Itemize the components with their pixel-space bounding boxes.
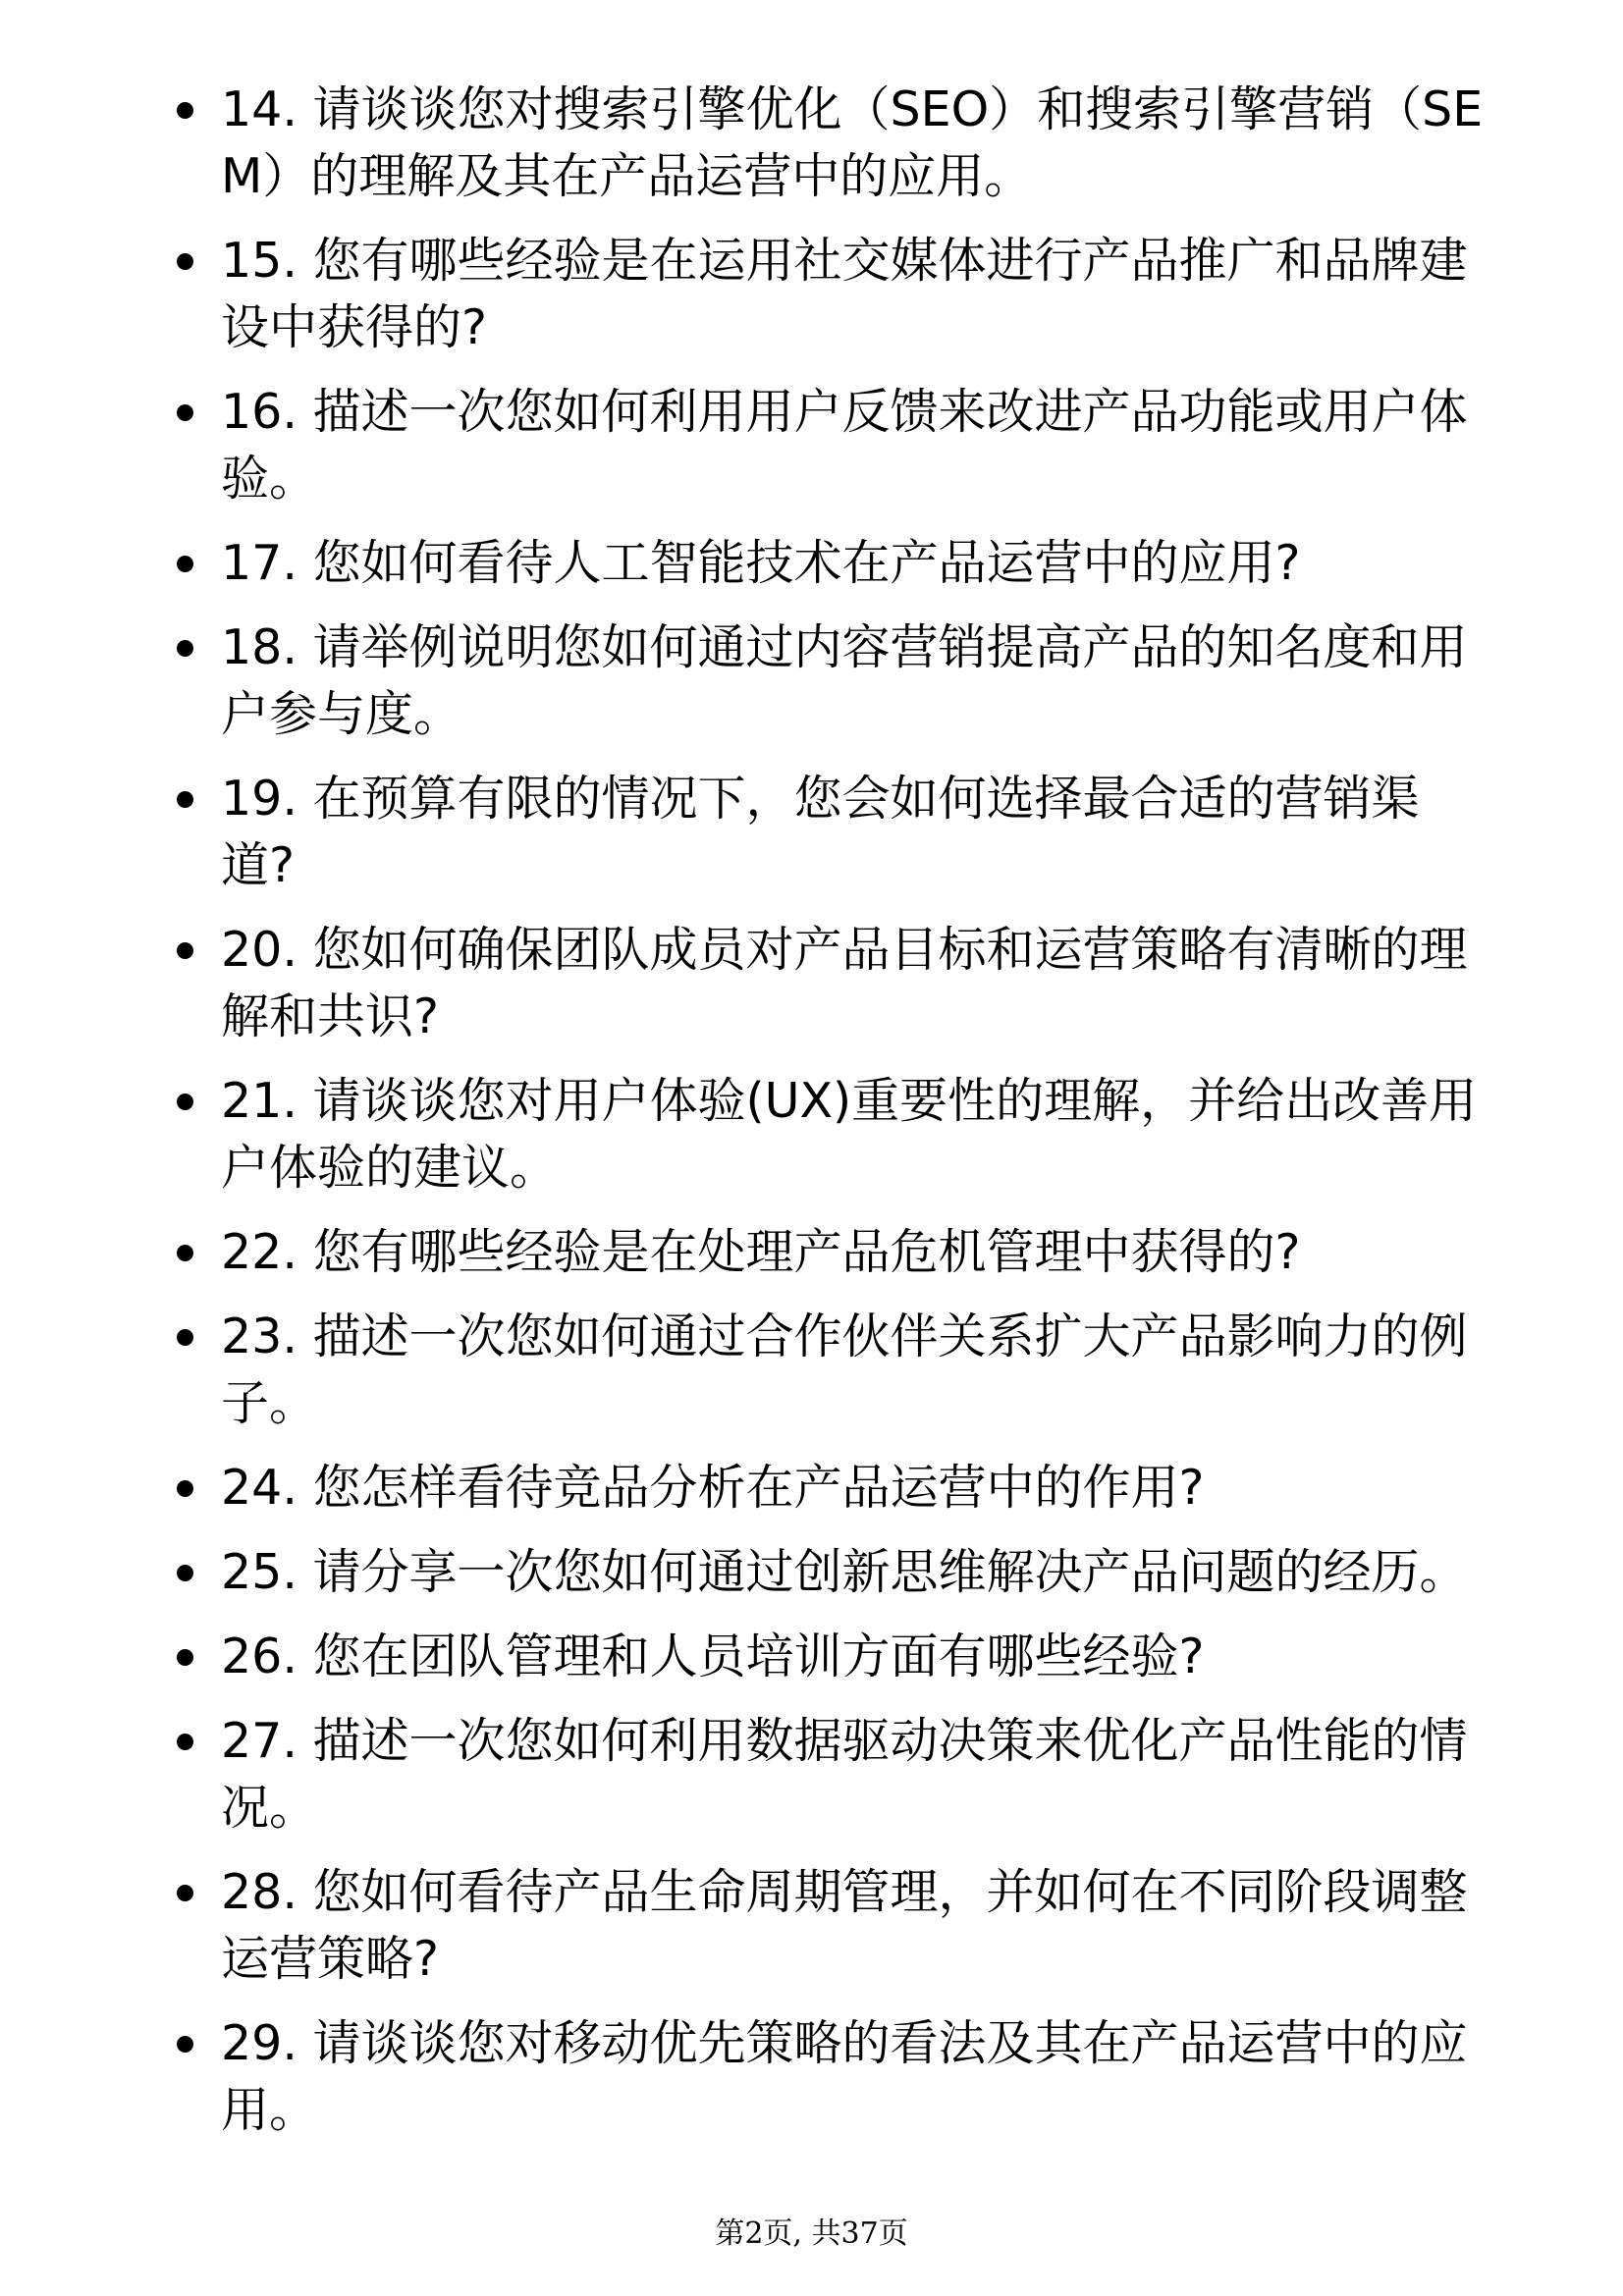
question-item: [221, 766, 1488, 899]
bullet-icon: [177, 253, 193, 270]
question-text: 24. 您怎样看待竞品分析在产品运营中的作用?: [221, 1460, 1205, 1516]
question-item: [221, 228, 1488, 361]
question-text: 25. 请分享一次您如何通过创新思维解决产品问题的经历。: [221, 1544, 1468, 1600]
question-text: 15. 您有哪些经验是在运用社交媒体进行产品推广和品牌建设中获得的?: [221, 233, 1468, 355]
bullet-icon: [177, 1885, 193, 1901]
bullet-icon: [177, 1734, 193, 1750]
question-item: [221, 530, 1488, 597]
bullet-icon: [177, 404, 193, 421]
question-text: 22. 您有哪些经验是在处理产品危机管理中获得的?: [221, 1224, 1301, 1280]
question-item: [221, 1304, 1488, 1437]
question-item: [221, 1068, 1488, 1201]
question-text: 27. 描述一次您如何利用数据驱动决策来优化产品性能的情况。: [221, 1713, 1468, 1836]
question-item: [221, 1455, 1488, 1522]
question-item: [221, 1624, 1488, 1690]
bullet-icon: [177, 102, 193, 119]
bullet-icon: [177, 556, 193, 572]
question-text: 17. 您如何看待人工智能技术在产品运营中的应用?: [221, 535, 1301, 591]
bullet-icon: [177, 1565, 193, 1581]
question-item: [221, 614, 1488, 748]
bullet-icon: [177, 1094, 193, 1110]
question-item: [221, 379, 1488, 512]
question-item: [221, 77, 1488, 210]
bullet-icon: [177, 2036, 193, 2053]
page-number-footer: 第2页, 共37页: [715, 2216, 908, 2251]
question-text: 18. 请举例说明您如何通过内容营销提高产品的知名度和用户参与度。: [221, 619, 1468, 742]
bullet-icon: [177, 1649, 193, 1666]
question-list: [221, 77, 1488, 2162]
question-text: 20. 您如何确保团队成员对产品目标和运营策略有清晰的理解和共识?: [221, 922, 1468, 1044]
bullet-icon: [177, 942, 193, 959]
question-item: [221, 917, 1488, 1050]
question-text: 16. 描述一次您如何利用用户反馈来改进产品功能或用户体验。: [221, 384, 1468, 507]
question-text: 21. 请谈谈您对用户体验(UX)重要性的理解，并给出改善用户体验的建议。: [221, 1073, 1478, 1196]
question-text: 19. 在预算有限的情况下，您会如何选择最合适的营销渠道?: [221, 771, 1420, 893]
question-text: 29. 请谈谈您对移动优先策略的看法及其在产品运营中的应用。: [221, 2015, 1468, 2138]
question-text: 14. 请谈谈您对搜索引擎优化（SEO）和搜索引擎营销（SEM）的理解及其在产品运营中的应用。: [221, 81, 1484, 204]
question-text: 23. 描述一次您如何通过合作伙伴关系扩大产品影响力的例子。: [221, 1308, 1468, 1431]
bullet-icon: [177, 1480, 193, 1497]
bullet-icon: [177, 1329, 193, 1346]
question-text: 26. 您在团队管理和人员培训方面有哪些经验?: [221, 1629, 1205, 1684]
question-item: [221, 1219, 1488, 1286]
question-item: [221, 1539, 1488, 1606]
bullet-icon: [177, 1245, 193, 1261]
question-item: [221, 1859, 1488, 1993]
question-text: 28. 您如何看待产品生命周期管理，并如何在不同阶段调整运营策略?: [221, 1864, 1468, 1987]
bullet-icon: [177, 791, 193, 808]
bullet-icon: [177, 640, 193, 657]
question-item: [221, 2010, 1488, 2144]
question-item: [221, 1708, 1488, 1842]
